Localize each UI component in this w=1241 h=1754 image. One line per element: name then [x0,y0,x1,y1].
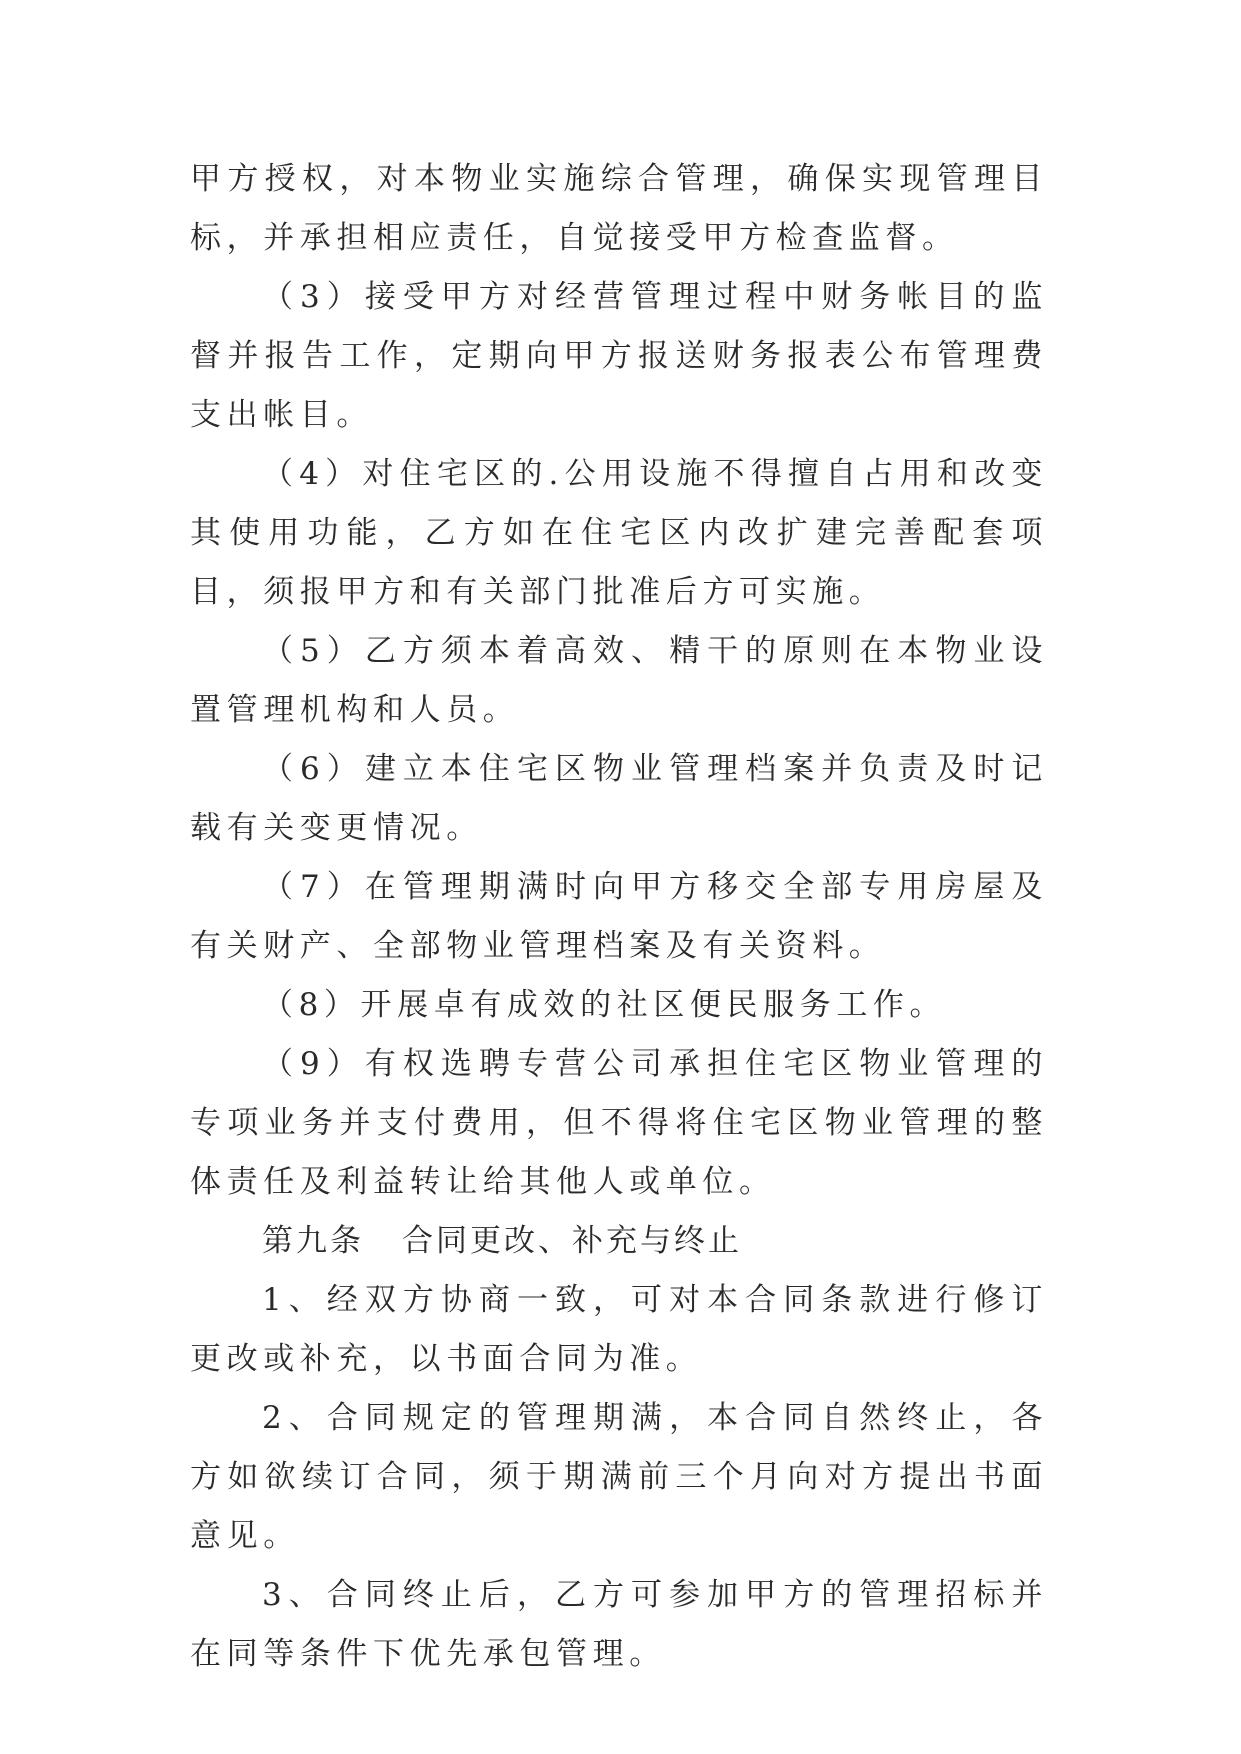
paragraph-item-7: （7）在管理期满时向甲方移交全部专用房屋及有关财产、全部物业管理档案及有关资料。 [190,869,1048,964]
paragraph-item-9: （9）有权选聘专营公司承担住宅区物业管理的专项业务并支付费用，但不得将住宅区物业管理的整体责任及利益转让给其他人或单位。 [190,1046,1048,1200]
paragraph-authorization: 甲方授权，对本物业实施综合管理，确保实现管理目标，并承担相应责任，自觉接受甲方检查监督。 [190,161,1048,256]
article-title: 合同更改、补充与终止 [402,1223,742,1259]
article-number: 第九条 [262,1223,364,1259]
clause-2: 2、合同规定的管理期满，本合同自然终止，各方如欲续订合同，须于期满前三个月向对方提出书面意见。 [190,1400,1048,1554]
clause-3: 3、合同终止后，乙方可参加甲方的管理招标并在同等条件下优先承包管理。 [190,1577,1048,1672]
paragraph-item-4: （4）对住宅区的.公用设施不得擅自占用和改变其使用功能，乙方如在住宅区内改扩建完善配套项目，须报甲方和有关部门批准后方可实施。 [190,456,1048,610]
document-body [190,150,1048,1684]
paragraph-item-5: （5）乙方须本着高效、精干的原则在本物业设置管理机构和人员。 [190,633,1048,728]
paragraph-item-8: （8）开展卓有成效的社区便民服务工作。 [262,987,947,1023]
paragraph-item-3: （3）接受甲方对经营管理过程中财务帐目的监督并报告工作，定期向甲方报送财务报表公布管理费支出帐目。 [190,279,1048,433]
article-heading [190,1212,1048,1271]
paragraph-item-6: （6）建立本住宅区物业管理档案并负责及时记载有关变更情况。 [190,751,1048,846]
clause-1: 1、经双方协商一致，可对本合同条款进行修订更改或补充，以书面合同为准。 [190,1282,1048,1377]
